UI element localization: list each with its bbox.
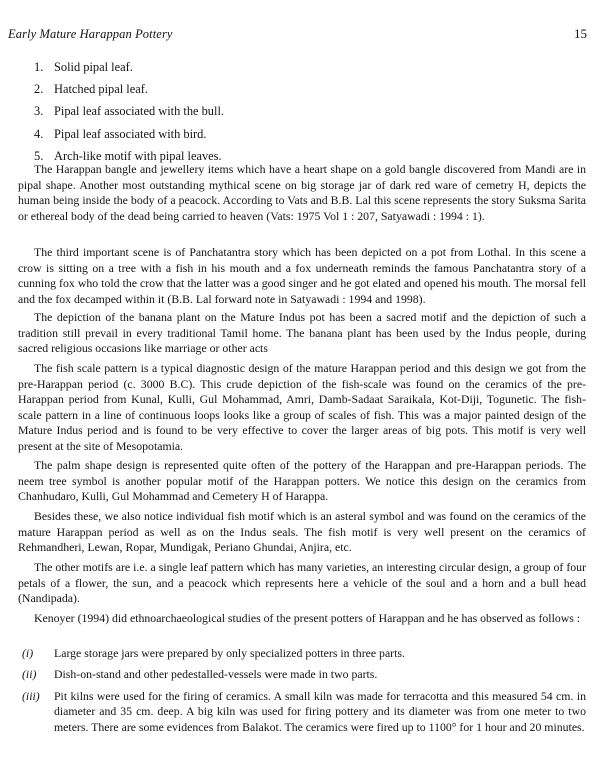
list-item xyxy=(34,104,224,126)
page-number: 15 xyxy=(574,26,587,41)
list-item xyxy=(20,689,586,735)
list-item-text: Pipal leaf associated with the bull. xyxy=(54,104,224,119)
list-item xyxy=(20,667,586,682)
list-item-text: Dish-on-stand and other pedestalled-vessels were made in two parts. xyxy=(54,667,378,682)
list-item xyxy=(34,60,224,82)
list-item-number: 3. xyxy=(34,104,44,119)
list-item-text: Arch-like motif with pipal leaves. xyxy=(54,148,222,163)
paragraph-panchatantra: The third important scene is of Panchatantra story which has been depicted on a pot from Lothal. In this scene a crow is sitting on a tree with a fish in his mouth and a fox underneath reminds the famous Panchatantra story of a cunning fox who told the crow that the latter was a good singer and he got elated and opened his mouth. The morsal fell and the fox decamped within it (B.B. Lal forward note in Satyawadi : 1994 and 1998). xyxy=(18,245,586,306)
list-item-number: 5. xyxy=(34,148,44,163)
paragraph-fish-motif: Besides these, we also notice individual fish motif which is an asteral symbol and was found on the ceramics of the mature Harappan period as well as on the Indus seals. The fish motif is very well present on the ceramics of Rehmandheri, Lewan, Ropar, Mundigak, Periano Ghundai, Anjira, etc. xyxy=(18,509,586,555)
running-header-title: Early Mature Harappan Pottery xyxy=(8,27,173,41)
list-item-number: 4. xyxy=(34,126,44,141)
list-item xyxy=(34,127,224,149)
list-item-number: 1. xyxy=(34,60,44,74)
list-item-text: Solid pipal leaf. xyxy=(54,60,133,74)
list-item xyxy=(20,646,586,661)
list-item xyxy=(34,82,224,104)
paragraph-mythical-scene: The Harappan bangle and jewellery items which have a heart shape on a gold bangle discovered from Mandi are in pipal shape. Another most outstanding mythical scene on big storage jar of dark red ware of cemetry H, depicts the human being inside the body of a peacock. According to Vats and B.B. Lal this scene represents the story Suksma Sarita or ethereal body of the dead being carried to heaven (Vats: 1975 Vol 1 : 207, Satyawadi : 1994 : 1). xyxy=(18,162,586,223)
list-item-number: (ii) xyxy=(22,667,37,682)
list-item-text: Pipal leaf associated with bird. xyxy=(54,126,207,141)
list-item-text: Large storage jars were prepared by only specialized potters in three parts. xyxy=(54,646,405,660)
paragraph-other-motifs: The other motifs are i.e. a single leaf pattern which has many varieties, an interesting circular design, a group of four petals of a flower, the sun, and a peacock which represents here a vehicle of the soul and a horn and a bull head (Nandipada). xyxy=(18,560,586,606)
list-item-number: (i) xyxy=(22,646,34,660)
list-item-number: (iii) xyxy=(22,688,40,703)
paragraph-fish-scale: The fish scale pattern is a typical diagnostic design of the mature Harappan period and this design we got from the pre-Harappan period (c. 3000 B.C). This crude depiction of the fish-scale was found on the ceramics of the pre-Harappan period from Kunal, Kulli, Gul Mohammad, Amri, Damb-Sadaat Saraikala, Kot-Diji, Togunetic. The fish-scale pattern in a line of continuous loops looks like a group of scales of fish. This was a major painted design of the Mature Indus period and is found to be very effective to cover the larger areas of big pots. This motif is very well present at the site of Mesopotamia. xyxy=(18,361,586,453)
pipal-motif-list xyxy=(34,60,224,171)
list-item-text: Pit kilns were used for the firing of ceramics. A small kiln was made for terracotta and this measured 54 cm. in diameter and 35 cm. deep. A big kiln was used for firing pottery and its diameter was from one meter to two meters. There are some evidences from Balakot. The ceramics were fired up to 1100° for 1 hour and 20 minutes. xyxy=(54,688,586,734)
paragraph-palm-shape: The palm shape design is represented quite often of the pottery of the Harappan and pre-Harappan periods. The neem tree symbol is another popular motif of the Harappan potters. We notice this design on the ceramics from Chanhudaro, Kulli, Gul Mohammad and Cemetery H of Harappa. xyxy=(18,458,586,504)
list-item-number: 2. xyxy=(34,82,44,97)
list-item-text: Hatched pipal leaf. xyxy=(54,82,148,97)
paragraph-banana-plant: The depiction of the banana plant on the Mature Indus pot has been a sacred motif and the depiction of such a tradition still prevail in every traditional Tamil home. The banana plant has been used by the Indus people, during sacred religious occasions like marriage or other acts xyxy=(18,310,586,356)
paragraph-kenoyer: Kenoyer (1994) did ethnoarchaeological studies of the present potters of Harappan and he has observed as follows : xyxy=(34,611,581,625)
kenoyer-observation-list xyxy=(20,646,586,741)
